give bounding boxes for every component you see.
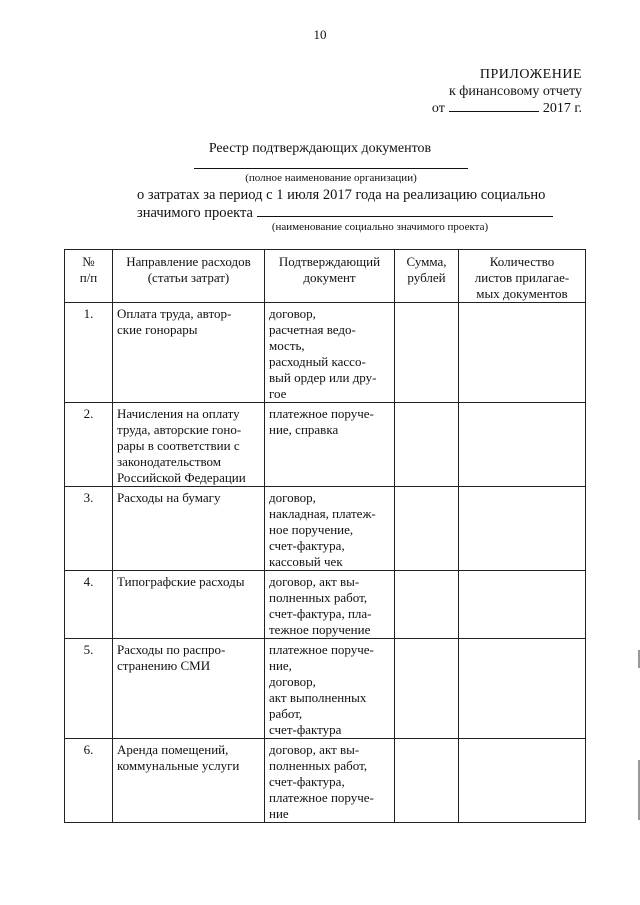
row-number: 6. [65, 739, 113, 823]
cell-line: № [82, 254, 95, 269]
row-document [265, 739, 395, 823]
cell-line: счет-фактура, пла- [269, 606, 372, 621]
cell-line: вый ордер или дру- [269, 370, 377, 385]
table-body [65, 303, 586, 823]
cell-line: полненных работ, [269, 758, 368, 773]
cell-line: ние [269, 806, 289, 821]
cell-line: Сумма, [406, 254, 447, 269]
row-direction [113, 303, 265, 403]
cell-line: Начисления на оплату [117, 406, 240, 421]
row-number: 2. [65, 403, 113, 487]
row-document [265, 487, 395, 571]
cell-line: полненных работ, [269, 590, 368, 605]
row-direction [113, 571, 265, 639]
cell-line: расходный кассо- [269, 354, 366, 369]
cell-line: труда, авторские гоно- [117, 422, 242, 437]
row-sheets[interactable] [459, 487, 586, 571]
table-row [65, 571, 586, 639]
cell-line: договор, [269, 306, 316, 321]
row-direction [113, 487, 265, 571]
row-document [265, 403, 395, 487]
row-sum[interactable] [395, 571, 459, 639]
row-document [265, 303, 395, 403]
cell-line: рары в соответствии с [117, 438, 240, 453]
expenses-line-2-text: значимого проекта [137, 205, 253, 221]
organization-caption: (полное наименование организации) [245, 172, 417, 184]
row-sum[interactable] [395, 303, 459, 403]
cell-line: договор, [269, 490, 316, 505]
cell-line: странению СМИ [117, 658, 211, 673]
cell-line: документ [303, 270, 356, 285]
cell-line: работ, [269, 706, 303, 721]
table-row [65, 403, 586, 487]
document-title: Реестр подтверждающих документов [208, 141, 432, 156]
appendix-date [432, 100, 582, 117]
header-document [265, 250, 395, 303]
table-row [65, 303, 586, 403]
row-direction [113, 739, 265, 823]
row-sheets[interactable] [459, 403, 586, 487]
cell-line: п/п [79, 270, 98, 285]
organization-blank-line [194, 168, 468, 169]
table-row [65, 639, 586, 739]
cell-line: Аренда помещений, [117, 742, 229, 757]
date-prefix: от [431, 101, 445, 116]
date-blank-line [449, 100, 539, 112]
cell-line: мость, [269, 338, 305, 353]
date-suffix: 2017 г. [542, 101, 582, 116]
project-blank-line [257, 204, 553, 217]
expenses-line-2 [137, 204, 553, 222]
cell-line: Расходы по распро- [117, 642, 226, 657]
cell-line: Подтверждающий [278, 254, 381, 269]
table-header-row [65, 250, 586, 303]
cell-line: расчетная ведо- [269, 322, 356, 337]
cell-line: платежное поруче- [269, 406, 374, 421]
cell-line: договор, акт вы- [269, 574, 360, 589]
cell-line: счет-фактура [269, 722, 342, 737]
cell-line: Оплата труда, автор- [117, 306, 232, 321]
expenses-line-1: о затратах за период с 1 июля 2017 года на реализацию социально [137, 187, 546, 203]
appendix-to-report: к финансовому отчету [448, 84, 582, 99]
row-sum[interactable] [395, 403, 459, 487]
cell-line: Типографские расходы [117, 574, 245, 589]
cell-line: счет-фактура, [269, 774, 345, 789]
header-sum [395, 250, 459, 303]
cell-line: Расходы на бумагу [117, 490, 221, 505]
cell-line: ние, справка [269, 422, 339, 437]
cell-line: гое [269, 386, 287, 401]
cell-line: листов прилагае- [474, 270, 570, 285]
cell-line: законодательством [117, 454, 222, 469]
cell-line: тежное поручение [269, 622, 371, 637]
cell-line: Российской Федерации [117, 470, 246, 485]
row-sum[interactable] [395, 487, 459, 571]
cell-line: (статьи затрат) [147, 270, 230, 285]
cell-line: Количество [489, 254, 555, 269]
documents-register-table [64, 249, 586, 823]
row-document [265, 571, 395, 639]
cell-line: платежное поруче- [269, 642, 374, 657]
cell-line: рублей [407, 270, 446, 285]
row-document [265, 639, 395, 739]
row-sheets[interactable] [459, 571, 586, 639]
appendix-heading: ПРИЛОЖЕНИЕ [479, 67, 582, 82]
row-sheets[interactable] [459, 739, 586, 823]
table-row [65, 739, 586, 823]
page-number: 10 [313, 27, 327, 42]
row-sheets[interactable] [459, 303, 586, 403]
cell-line: накладная, платеж- [269, 506, 376, 521]
row-number: 4. [65, 571, 113, 639]
row-sum[interactable] [395, 639, 459, 739]
row-direction [113, 403, 265, 487]
cell-line: договор, [269, 674, 316, 689]
project-caption: (наименование социально значимого проекта) [271, 221, 489, 233]
cell-line: ное поручение, [269, 522, 354, 537]
header-direction [113, 250, 265, 303]
table-row [65, 487, 586, 571]
row-direction [113, 639, 265, 739]
cell-line: счет-фактура, [269, 538, 345, 553]
cell-line: Направление расходов [126, 254, 251, 269]
cell-line: мых документов [476, 286, 568, 301]
cell-line: акт выполненных [269, 690, 367, 705]
cell-line: кассовый чек [269, 554, 343, 569]
row-number: 5. [65, 639, 113, 739]
cell-line: платежное поруче- [269, 790, 374, 805]
cell-line: коммунальные услуги [117, 758, 240, 773]
header-sheets [459, 250, 586, 303]
row-sheets[interactable] [459, 639, 586, 739]
header-number [65, 250, 113, 303]
row-sum[interactable] [395, 739, 459, 823]
row-number: 1. [65, 303, 113, 403]
cell-line: ние, [269, 658, 292, 673]
row-number: 3. [65, 487, 113, 571]
cell-line: договор, акт вы- [269, 742, 360, 757]
cell-line: ские гонорары [117, 322, 198, 337]
